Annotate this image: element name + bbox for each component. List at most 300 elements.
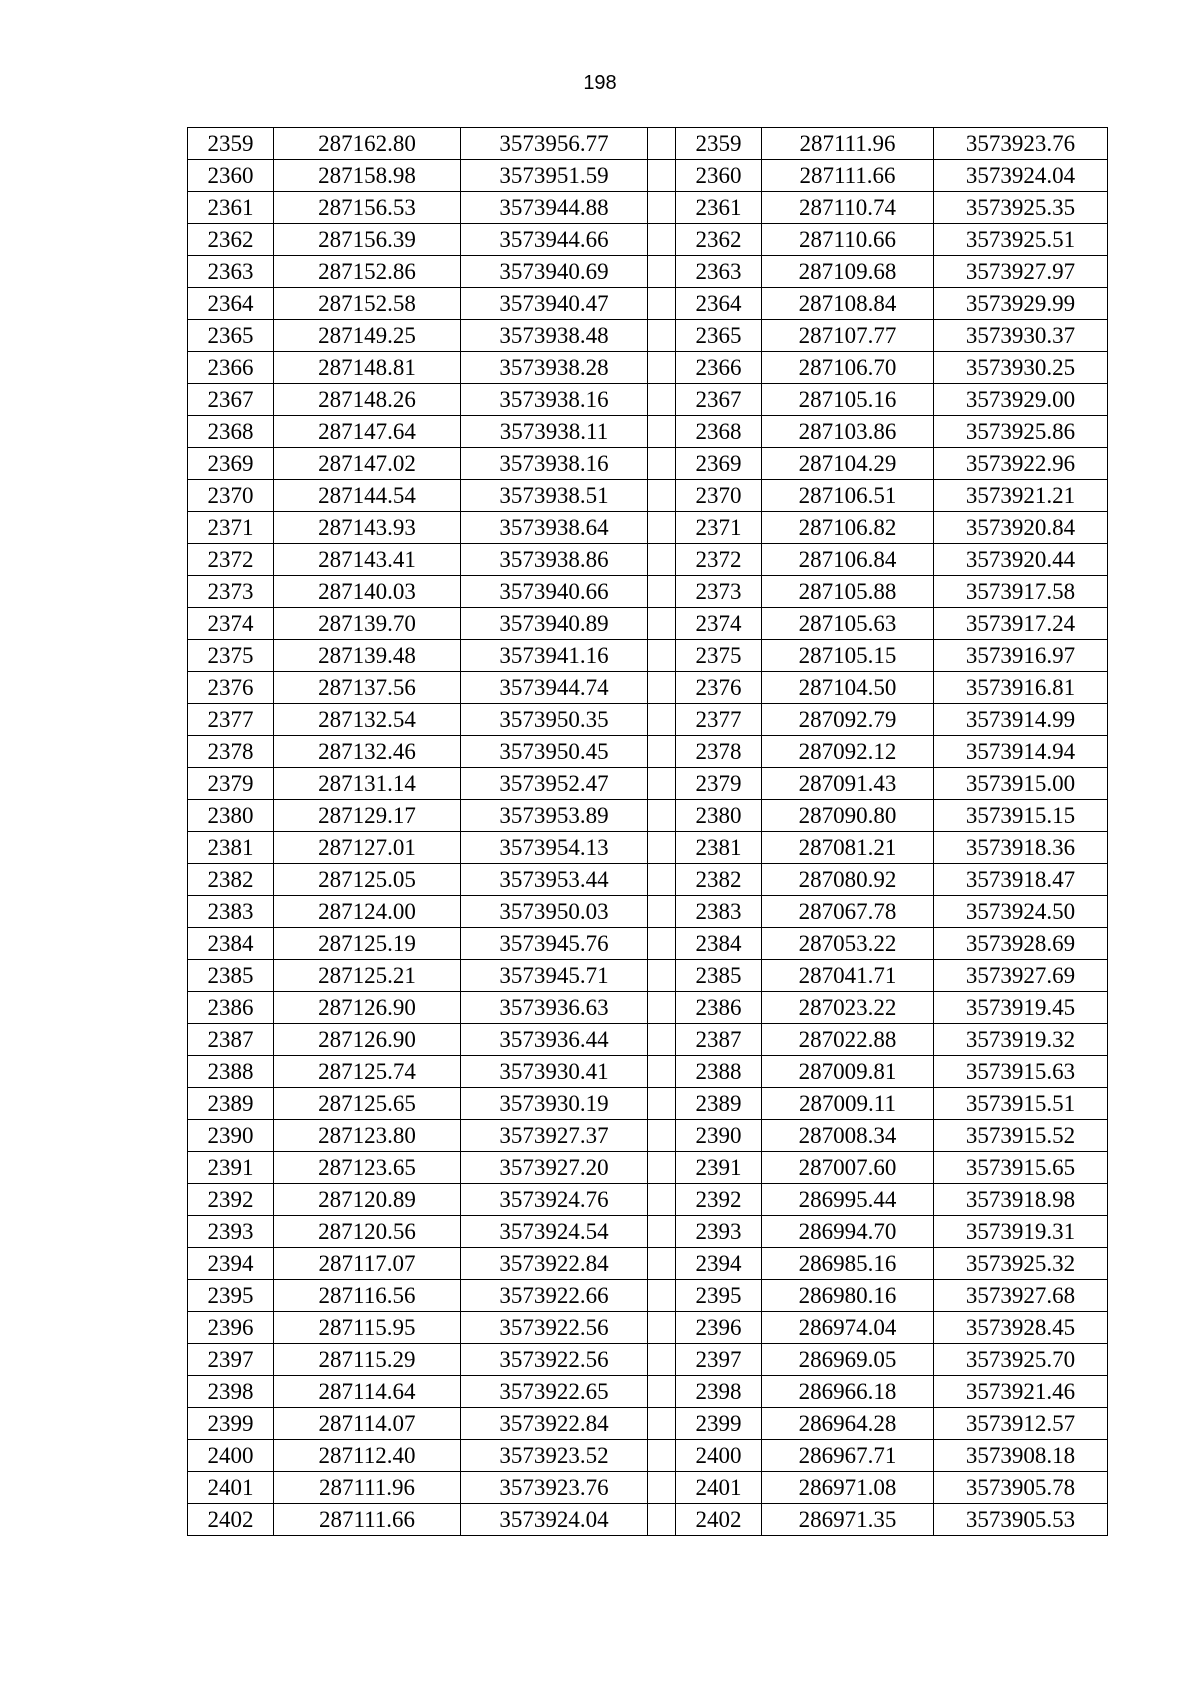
left-y-coordinate-cell: 3573940.89 (461, 608, 648, 640)
right-x-coordinate-cell: 287111.66 (762, 160, 934, 192)
table-row (188, 256, 1108, 288)
left-point-id-cell: 2380 (188, 800, 274, 832)
right-point-id-cell: 2386 (676, 992, 762, 1024)
table-row (188, 768, 1108, 800)
right-point-id-cell: 2394 (676, 1248, 762, 1280)
right-x-coordinate-cell: 287091.43 (762, 768, 934, 800)
left-y-coordinate-cell: 3573922.84 (461, 1408, 648, 1440)
right-y-coordinate-cell: 3573919.45 (934, 992, 1108, 1024)
left-x-coordinate-cell: 287125.65 (274, 1088, 461, 1120)
right-x-coordinate-cell: 287111.96 (762, 128, 934, 160)
spacer-cell (648, 1216, 676, 1248)
right-x-coordinate-cell: 287107.77 (762, 320, 934, 352)
left-point-id-cell: 2395 (188, 1280, 274, 1312)
right-y-coordinate-cell: 3573917.58 (934, 576, 1108, 608)
spacer-cell (648, 640, 676, 672)
right-y-coordinate-cell: 3573914.99 (934, 704, 1108, 736)
left-x-coordinate-cell: 287152.58 (274, 288, 461, 320)
right-x-coordinate-cell: 286995.44 (762, 1184, 934, 1216)
left-point-id-cell: 2359 (188, 128, 274, 160)
table-row (188, 544, 1108, 576)
left-x-coordinate-cell: 287115.95 (274, 1312, 461, 1344)
right-y-coordinate-cell: 3573925.86 (934, 416, 1108, 448)
right-x-coordinate-cell: 286966.18 (762, 1376, 934, 1408)
page-number: 198 (583, 72, 617, 94)
right-y-coordinate-cell: 3573915.52 (934, 1120, 1108, 1152)
right-point-id-cell: 2380 (676, 800, 762, 832)
table-row (188, 448, 1108, 480)
left-x-coordinate-cell: 287139.70 (274, 608, 461, 640)
right-point-id-cell: 2376 (676, 672, 762, 704)
right-x-coordinate-cell: 287067.78 (762, 896, 934, 928)
right-point-id-cell: 2375 (676, 640, 762, 672)
right-x-coordinate-cell: 287105.63 (762, 608, 934, 640)
right-x-coordinate-cell: 287053.22 (762, 928, 934, 960)
right-x-coordinate-cell: 286964.28 (762, 1408, 934, 1440)
right-y-coordinate-cell: 3573915.51 (934, 1088, 1108, 1120)
right-point-id-cell: 2402 (676, 1504, 762, 1536)
right-x-coordinate-cell: 287110.66 (762, 224, 934, 256)
right-x-coordinate-cell: 287105.16 (762, 384, 934, 416)
right-point-id-cell: 2397 (676, 1344, 762, 1376)
left-x-coordinate-cell: 287111.66 (274, 1504, 461, 1536)
left-y-coordinate-cell: 3573936.44 (461, 1024, 648, 1056)
spacer-cell (648, 480, 676, 512)
spacer-cell (648, 192, 676, 224)
left-y-coordinate-cell: 3573923.52 (461, 1440, 648, 1472)
table-row (188, 576, 1108, 608)
right-point-id-cell: 2382 (676, 864, 762, 896)
table-row (188, 1440, 1108, 1472)
left-point-id-cell: 2398 (188, 1376, 274, 1408)
right-y-coordinate-cell: 3573919.31 (934, 1216, 1108, 1248)
right-point-id-cell: 2363 (676, 256, 762, 288)
spacer-cell (648, 448, 676, 480)
left-point-id-cell: 2394 (188, 1248, 274, 1280)
right-x-coordinate-cell: 287022.88 (762, 1024, 934, 1056)
left-point-id-cell: 2393 (188, 1216, 274, 1248)
right-x-coordinate-cell: 287007.60 (762, 1152, 934, 1184)
left-x-coordinate-cell: 287143.41 (274, 544, 461, 576)
table-row (188, 960, 1108, 992)
right-point-id-cell: 2385 (676, 960, 762, 992)
left-y-coordinate-cell: 3573950.45 (461, 736, 648, 768)
table-row (188, 1216, 1108, 1248)
left-x-coordinate-cell: 287123.80 (274, 1120, 461, 1152)
left-point-id-cell: 2377 (188, 704, 274, 736)
left-point-id-cell: 2384 (188, 928, 274, 960)
coordinates-table-body (188, 128, 1108, 1536)
right-point-id-cell: 2399 (676, 1408, 762, 1440)
right-point-id-cell: 2362 (676, 224, 762, 256)
right-y-coordinate-cell: 3573925.51 (934, 224, 1108, 256)
left-point-id-cell: 2362 (188, 224, 274, 256)
right-point-id-cell: 2359 (676, 128, 762, 160)
left-y-coordinate-cell: 3573927.20 (461, 1152, 648, 1184)
right-y-coordinate-cell: 3573918.47 (934, 864, 1108, 896)
left-point-id-cell: 2401 (188, 1472, 274, 1504)
left-x-coordinate-cell: 287126.90 (274, 1024, 461, 1056)
left-point-id-cell: 2390 (188, 1120, 274, 1152)
left-point-id-cell: 2376 (188, 672, 274, 704)
left-y-coordinate-cell: 3573945.76 (461, 928, 648, 960)
right-y-coordinate-cell: 3573920.44 (934, 544, 1108, 576)
right-x-coordinate-cell: 287103.86 (762, 416, 934, 448)
right-point-id-cell: 2396 (676, 1312, 762, 1344)
left-x-coordinate-cell: 287125.05 (274, 864, 461, 896)
left-x-coordinate-cell: 287129.17 (274, 800, 461, 832)
left-y-coordinate-cell: 3573938.86 (461, 544, 648, 576)
left-y-coordinate-cell: 3573944.74 (461, 672, 648, 704)
right-x-coordinate-cell: 287106.51 (762, 480, 934, 512)
left-y-coordinate-cell: 3573938.11 (461, 416, 648, 448)
right-point-id-cell: 2364 (676, 288, 762, 320)
table-row (188, 704, 1108, 736)
spacer-cell (648, 960, 676, 992)
left-x-coordinate-cell: 287148.81 (274, 352, 461, 384)
right-x-coordinate-cell: 287110.74 (762, 192, 934, 224)
table-row (188, 480, 1108, 512)
table-row (188, 800, 1108, 832)
right-point-id-cell: 2392 (676, 1184, 762, 1216)
right-point-id-cell: 2360 (676, 160, 762, 192)
left-point-id-cell: 2365 (188, 320, 274, 352)
right-y-coordinate-cell: 3573924.50 (934, 896, 1108, 928)
table-row (188, 640, 1108, 672)
coordinates-table (187, 127, 1108, 1536)
right-x-coordinate-cell: 287109.68 (762, 256, 934, 288)
spacer-cell (648, 800, 676, 832)
right-y-coordinate-cell: 3573929.99 (934, 288, 1108, 320)
right-y-coordinate-cell: 3573929.00 (934, 384, 1108, 416)
left-point-id-cell: 2388 (188, 1056, 274, 1088)
right-x-coordinate-cell: 287105.88 (762, 576, 934, 608)
right-point-id-cell: 2400 (676, 1440, 762, 1472)
right-y-coordinate-cell: 3573922.96 (934, 448, 1108, 480)
table-row (188, 1024, 1108, 1056)
spacer-cell (648, 416, 676, 448)
right-y-coordinate-cell: 3573919.32 (934, 1024, 1108, 1056)
table-row (188, 1504, 1108, 1536)
right-y-coordinate-cell: 3573923.76 (934, 128, 1108, 160)
spacer-cell (648, 1472, 676, 1504)
right-x-coordinate-cell: 287008.34 (762, 1120, 934, 1152)
right-point-id-cell: 2390 (676, 1120, 762, 1152)
right-point-id-cell: 2393 (676, 1216, 762, 1248)
spacer-cell (648, 1280, 676, 1312)
left-point-id-cell: 2386 (188, 992, 274, 1024)
spacer-cell (648, 384, 676, 416)
table-row (188, 224, 1108, 256)
right-x-coordinate-cell: 287081.21 (762, 832, 934, 864)
left-y-coordinate-cell: 3573924.76 (461, 1184, 648, 1216)
left-y-coordinate-cell: 3573938.16 (461, 448, 648, 480)
table-row (188, 512, 1108, 544)
left-y-coordinate-cell: 3573940.69 (461, 256, 648, 288)
spacer-cell (648, 544, 676, 576)
spacer-cell (648, 864, 676, 896)
right-y-coordinate-cell: 3573918.36 (934, 832, 1108, 864)
left-y-coordinate-cell: 3573951.59 (461, 160, 648, 192)
right-y-coordinate-cell: 3573916.81 (934, 672, 1108, 704)
spacer-cell (648, 672, 676, 704)
table-row (188, 736, 1108, 768)
spacer-cell (648, 128, 676, 160)
right-x-coordinate-cell: 286994.70 (762, 1216, 934, 1248)
left-x-coordinate-cell: 287156.53 (274, 192, 461, 224)
left-point-id-cell: 2389 (188, 1088, 274, 1120)
left-y-coordinate-cell: 3573950.35 (461, 704, 648, 736)
right-x-coordinate-cell: 286971.08 (762, 1472, 934, 1504)
right-point-id-cell: 2373 (676, 576, 762, 608)
left-y-coordinate-cell: 3573944.88 (461, 192, 648, 224)
right-y-coordinate-cell: 3573912.57 (934, 1408, 1108, 1440)
left-point-id-cell: 2369 (188, 448, 274, 480)
left-x-coordinate-cell: 287126.90 (274, 992, 461, 1024)
spacer-cell (648, 1152, 676, 1184)
left-point-id-cell: 2373 (188, 576, 274, 608)
spacer-cell (648, 704, 676, 736)
table-row (188, 160, 1108, 192)
right-point-id-cell: 2377 (676, 704, 762, 736)
right-y-coordinate-cell: 3573916.97 (934, 640, 1108, 672)
table-row (188, 384, 1108, 416)
left-x-coordinate-cell: 287132.54 (274, 704, 461, 736)
table-row (188, 1280, 1108, 1312)
left-point-id-cell: 2366 (188, 352, 274, 384)
spacer-cell (648, 1312, 676, 1344)
table-row (188, 1088, 1108, 1120)
left-x-coordinate-cell: 287156.39 (274, 224, 461, 256)
spacer-cell (648, 576, 676, 608)
left-x-coordinate-cell: 287127.01 (274, 832, 461, 864)
left-x-coordinate-cell: 287144.54 (274, 480, 461, 512)
left-point-id-cell: 2396 (188, 1312, 274, 1344)
right-x-coordinate-cell: 287106.70 (762, 352, 934, 384)
right-point-id-cell: 2391 (676, 1152, 762, 1184)
right-point-id-cell: 2374 (676, 608, 762, 640)
table-row (188, 1152, 1108, 1184)
left-x-coordinate-cell: 287114.07 (274, 1408, 461, 1440)
left-x-coordinate-cell: 287114.64 (274, 1376, 461, 1408)
table-row (188, 192, 1108, 224)
table-row (188, 1120, 1108, 1152)
table-row (188, 352, 1108, 384)
left-x-coordinate-cell: 287147.64 (274, 416, 461, 448)
left-point-id-cell: 2399 (188, 1408, 274, 1440)
left-x-coordinate-cell: 287143.93 (274, 512, 461, 544)
spacer-cell (648, 768, 676, 800)
table-row (188, 1344, 1108, 1376)
left-y-coordinate-cell: 3573956.77 (461, 128, 648, 160)
right-y-coordinate-cell: 3573924.04 (934, 160, 1108, 192)
spacer-cell (648, 1504, 676, 1536)
spacer-cell (648, 736, 676, 768)
right-x-coordinate-cell: 287106.82 (762, 512, 934, 544)
right-point-id-cell: 2371 (676, 512, 762, 544)
right-y-coordinate-cell: 3573928.69 (934, 928, 1108, 960)
right-point-id-cell: 2369 (676, 448, 762, 480)
spacer-cell (648, 512, 676, 544)
left-x-coordinate-cell: 287111.96 (274, 1472, 461, 1504)
left-y-coordinate-cell: 3573952.47 (461, 768, 648, 800)
table-row (188, 608, 1108, 640)
spacer-cell (648, 1440, 676, 1472)
left-y-coordinate-cell: 3573923.76 (461, 1472, 648, 1504)
right-y-coordinate-cell: 3573925.32 (934, 1248, 1108, 1280)
right-point-id-cell: 2379 (676, 768, 762, 800)
right-point-id-cell: 2401 (676, 1472, 762, 1504)
table-row (188, 832, 1108, 864)
left-x-coordinate-cell: 287120.56 (274, 1216, 461, 1248)
left-x-coordinate-cell: 287131.14 (274, 768, 461, 800)
spacer-cell (648, 288, 676, 320)
left-y-coordinate-cell: 3573945.71 (461, 960, 648, 992)
right-point-id-cell: 2366 (676, 352, 762, 384)
right-x-coordinate-cell: 287106.84 (762, 544, 934, 576)
spacer-cell (648, 608, 676, 640)
table-row (188, 1248, 1108, 1280)
left-point-id-cell: 2372 (188, 544, 274, 576)
right-x-coordinate-cell: 286969.05 (762, 1344, 934, 1376)
left-point-id-cell: 2364 (188, 288, 274, 320)
left-point-id-cell: 2381 (188, 832, 274, 864)
spacer-cell (648, 1408, 676, 1440)
left-point-id-cell: 2379 (188, 768, 274, 800)
right-x-coordinate-cell: 287092.12 (762, 736, 934, 768)
right-y-coordinate-cell: 3573930.25 (934, 352, 1108, 384)
left-x-coordinate-cell: 287139.48 (274, 640, 461, 672)
right-y-coordinate-cell: 3573920.84 (934, 512, 1108, 544)
left-y-coordinate-cell: 3573938.64 (461, 512, 648, 544)
right-y-coordinate-cell: 3573930.37 (934, 320, 1108, 352)
left-y-coordinate-cell: 3573940.47 (461, 288, 648, 320)
left-x-coordinate-cell: 287123.65 (274, 1152, 461, 1184)
left-x-coordinate-cell: 287117.07 (274, 1248, 461, 1280)
left-y-coordinate-cell: 3573936.63 (461, 992, 648, 1024)
left-y-coordinate-cell: 3573924.04 (461, 1504, 648, 1536)
right-y-coordinate-cell: 3573925.35 (934, 192, 1108, 224)
right-point-id-cell: 2368 (676, 416, 762, 448)
spacer-cell (648, 224, 676, 256)
table-row (188, 928, 1108, 960)
right-point-id-cell: 2365 (676, 320, 762, 352)
right-point-id-cell: 2370 (676, 480, 762, 512)
left-x-coordinate-cell: 287162.80 (274, 128, 461, 160)
spacer-cell (648, 160, 676, 192)
right-x-coordinate-cell: 287092.79 (762, 704, 934, 736)
right-x-coordinate-cell: 287009.11 (762, 1088, 934, 1120)
left-y-coordinate-cell: 3573922.56 (461, 1312, 648, 1344)
left-y-coordinate-cell: 3573938.28 (461, 352, 648, 384)
left-x-coordinate-cell: 287115.29 (274, 1344, 461, 1376)
spacer-cell (648, 1024, 676, 1056)
spacer-cell (648, 928, 676, 960)
table-row (188, 1056, 1108, 1088)
spacer-cell (648, 1120, 676, 1152)
left-y-coordinate-cell: 3573927.37 (461, 1120, 648, 1152)
left-x-coordinate-cell: 287152.86 (274, 256, 461, 288)
spacer-cell (648, 832, 676, 864)
right-y-coordinate-cell: 3573925.70 (934, 1344, 1108, 1376)
spacer-cell (648, 1056, 676, 1088)
right-x-coordinate-cell: 287090.80 (762, 800, 934, 832)
left-x-coordinate-cell: 287132.46 (274, 736, 461, 768)
left-x-coordinate-cell: 287125.19 (274, 928, 461, 960)
table-row (188, 128, 1108, 160)
left-y-coordinate-cell: 3573922.56 (461, 1344, 648, 1376)
left-x-coordinate-cell: 287158.98 (274, 160, 461, 192)
right-y-coordinate-cell: 3573927.69 (934, 960, 1108, 992)
right-point-id-cell: 2398 (676, 1376, 762, 1408)
left-x-coordinate-cell: 287149.25 (274, 320, 461, 352)
left-x-coordinate-cell: 287112.40 (274, 1440, 461, 1472)
left-x-coordinate-cell: 287140.03 (274, 576, 461, 608)
table-row (188, 416, 1108, 448)
left-y-coordinate-cell: 3573941.16 (461, 640, 648, 672)
spacer-cell (648, 1344, 676, 1376)
right-x-coordinate-cell: 287108.84 (762, 288, 934, 320)
left-point-id-cell: 2385 (188, 960, 274, 992)
right-y-coordinate-cell: 3573918.98 (934, 1184, 1108, 1216)
left-x-coordinate-cell: 287125.74 (274, 1056, 461, 1088)
left-point-id-cell: 2391 (188, 1152, 274, 1184)
left-point-id-cell: 2402 (188, 1504, 274, 1536)
left-point-id-cell: 2370 (188, 480, 274, 512)
right-point-id-cell: 2387 (676, 1024, 762, 1056)
left-y-coordinate-cell: 3573938.48 (461, 320, 648, 352)
left-y-coordinate-cell: 3573930.41 (461, 1056, 648, 1088)
right-y-coordinate-cell: 3573905.78 (934, 1472, 1108, 1504)
right-x-coordinate-cell: 287080.92 (762, 864, 934, 896)
left-y-coordinate-cell: 3573938.16 (461, 384, 648, 416)
right-point-id-cell: 2367 (676, 384, 762, 416)
spacer-cell (648, 352, 676, 384)
left-point-id-cell: 2363 (188, 256, 274, 288)
right-y-coordinate-cell: 3573921.21 (934, 480, 1108, 512)
table-row (188, 1376, 1108, 1408)
spacer-cell (648, 1184, 676, 1216)
table-row (188, 320, 1108, 352)
left-y-coordinate-cell: 3573924.54 (461, 1216, 648, 1248)
table-row (188, 288, 1108, 320)
left-x-coordinate-cell: 287148.26 (274, 384, 461, 416)
table-row (188, 1184, 1108, 1216)
left-y-coordinate-cell: 3573922.66 (461, 1280, 648, 1312)
left-x-coordinate-cell: 287147.02 (274, 448, 461, 480)
left-y-coordinate-cell: 3573940.66 (461, 576, 648, 608)
spacer-cell (648, 256, 676, 288)
left-y-coordinate-cell: 3573930.19 (461, 1088, 648, 1120)
right-x-coordinate-cell: 287105.15 (762, 640, 934, 672)
left-y-coordinate-cell: 3573953.44 (461, 864, 648, 896)
left-y-coordinate-cell: 3573954.13 (461, 832, 648, 864)
spacer-cell (648, 320, 676, 352)
right-point-id-cell: 2372 (676, 544, 762, 576)
left-y-coordinate-cell: 3573953.89 (461, 800, 648, 832)
spacer-cell (648, 1376, 676, 1408)
right-y-coordinate-cell: 3573908.18 (934, 1440, 1108, 1472)
right-y-coordinate-cell: 3573915.00 (934, 768, 1108, 800)
right-x-coordinate-cell: 286974.04 (762, 1312, 934, 1344)
left-point-id-cell: 2368 (188, 416, 274, 448)
table-row (188, 992, 1108, 1024)
right-y-coordinate-cell: 3573905.53 (934, 1504, 1108, 1536)
right-point-id-cell: 2381 (676, 832, 762, 864)
right-y-coordinate-cell: 3573928.45 (934, 1312, 1108, 1344)
spacer-cell (648, 1088, 676, 1120)
left-point-id-cell: 2375 (188, 640, 274, 672)
